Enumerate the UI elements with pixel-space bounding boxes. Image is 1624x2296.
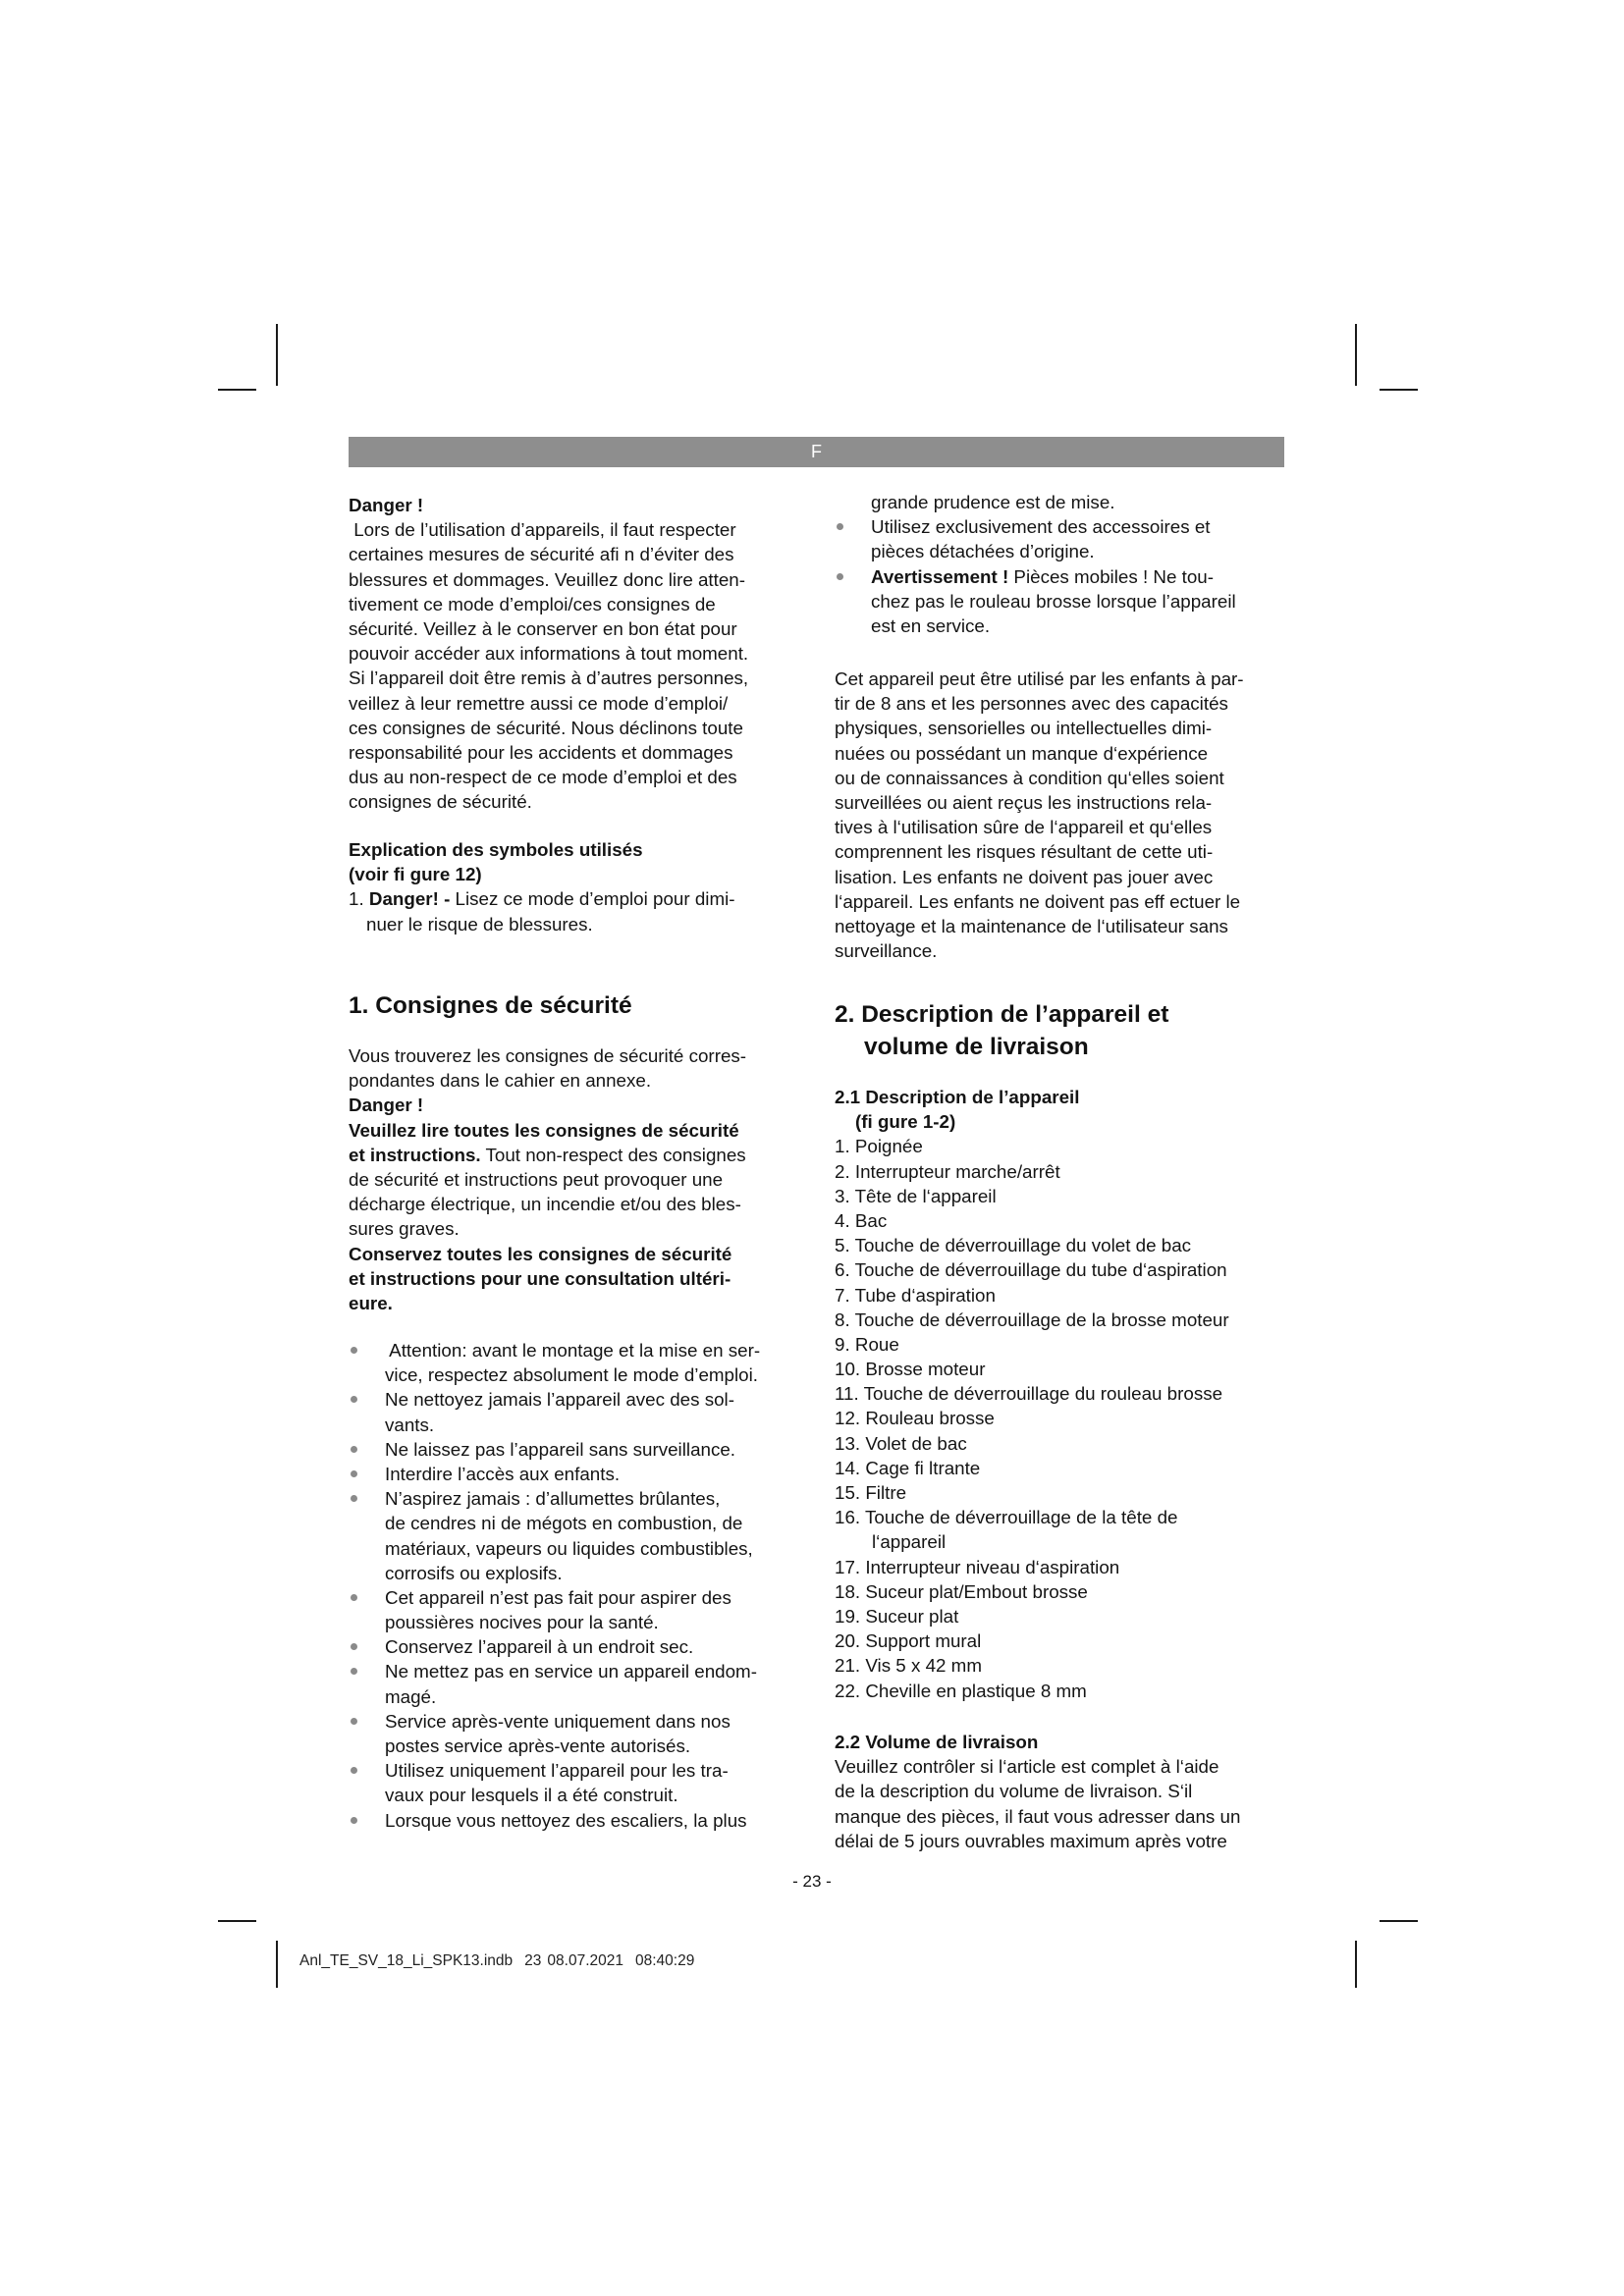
print-footer <box>299 1951 706 1971</box>
bullet-line <box>349 1734 810 1758</box>
plain-text: physiques, sensorielles ou intellectuelles dimi- <box>835 718 1213 739</box>
text-block <box>835 667 1296 963</box>
bullet-icon <box>837 573 843 580</box>
bullet-item <box>349 1462 810 1486</box>
plain-text: Ne nettoyez jamais l’appareil avec des sol- <box>385 1389 734 1411</box>
bullet-item <box>349 1634 810 1659</box>
plain-text: Poignée <box>854 1136 923 1157</box>
plain-text: vice, respectez absolument le mode d’emploi. <box>385 1364 758 1386</box>
bold-text: Veuillez lire toutes les consignes de sécurité <box>349 1119 739 1141</box>
text-line <box>349 1192 810 1216</box>
bullet-line <box>835 564 1296 589</box>
plain-text: poussières nocives pour la santé. <box>385 1612 659 1633</box>
bullet-line <box>349 1437 810 1462</box>
list-item-line <box>835 1679 1296 1703</box>
plain-text: Brosse moteur <box>865 1359 986 1380</box>
plain-text: de la description du volume de livraison. S‘il <box>835 1781 1193 1802</box>
text-line <box>835 1829 1296 1853</box>
text-line <box>835 839 1296 864</box>
plain-text: Tout non-respect des consignes <box>480 1144 746 1165</box>
list-item <box>835 1431 1296 1456</box>
plain-text: Conservez l’appareil à un endroit sec. <box>385 1636 694 1658</box>
item-number: 3. <box>835 1185 850 1206</box>
list-item-line <box>835 1529 1296 1554</box>
list-item-line <box>835 1555 1296 1579</box>
plain-text: Interdire l’accès aux enfants. <box>385 1463 621 1484</box>
plain-text: Lors de l’utilisation d’appareils, il faut respecter <box>349 519 736 541</box>
text-block <box>835 490 1296 638</box>
bold-text: Explication des symboles utilisés <box>349 839 643 860</box>
list-item <box>835 1308 1296 1332</box>
list-item-line <box>835 1134 1296 1158</box>
bold-text: (fi gure 1-2) <box>855 1111 956 1133</box>
plain-text: Cage fi ltrante <box>865 1457 981 1478</box>
bullet-line <box>349 1486 810 1511</box>
section-heading <box>835 998 1296 1063</box>
crop-mark <box>276 324 278 386</box>
item-number: 8. <box>835 1308 850 1330</box>
crop-mark <box>218 389 256 391</box>
list-item-line <box>835 1159 1296 1184</box>
plain-text: l‘appareil. Les enfants ne doivent pas eff ectuer le <box>835 890 1241 912</box>
item-number: 1. <box>349 888 364 910</box>
plain-text: de sécurité et instructions peut provoquer une <box>349 1168 724 1190</box>
plain-text: pondantes dans le cahier en annexe. <box>349 1070 652 1092</box>
bullet-icon <box>351 1446 357 1453</box>
right-column <box>835 0 1296 2296</box>
bullet-item <box>349 1808 810 1833</box>
plain-text: tivement ce mode d’emploi/ces consignes de <box>349 593 716 614</box>
bullet-line <box>349 1362 810 1387</box>
list-item-line <box>835 1208 1296 1233</box>
text-line <box>349 616 810 641</box>
text-block <box>349 1043 810 1315</box>
text-line <box>349 1043 810 1068</box>
list-item <box>835 1629 1296 1653</box>
list-item-line <box>349 912 810 936</box>
text-line <box>835 716 1296 740</box>
plain-text: de cendres ni de mégots en combustion, de <box>385 1513 743 1534</box>
footer-file-name: Anl_TE_SV_18_Li_SPK13.indb <box>299 1952 514 1969</box>
item-number: 20. <box>835 1630 861 1652</box>
bullet-line <box>349 1462 810 1486</box>
plain-text: Cheville en plastique 8 mm <box>865 1680 1087 1701</box>
list-item-line <box>835 1653 1296 1678</box>
list-item <box>835 1505 1296 1554</box>
continuation-line: grande prudence est de mise. <box>871 492 1115 512</box>
bullet-line <box>349 1758 810 1783</box>
bullet-icon <box>351 1817 357 1824</box>
text-line <box>349 592 810 616</box>
bullet-icon <box>351 1347 357 1354</box>
plain-text: Volet de bac <box>865 1432 967 1454</box>
list-item <box>835 1208 1296 1233</box>
text-line <box>835 766 1296 790</box>
bullet-line <box>349 1659 810 1683</box>
plain-text: sécurité. Veillez à le conserver en bon état pour <box>349 617 737 639</box>
bullet-line <box>349 1709 810 1734</box>
list-item <box>835 1159 1296 1184</box>
plain-text: Touche de déverrouillage de la tête de <box>865 1507 1178 1528</box>
bullet-line <box>349 1610 810 1634</box>
heading-line: volume de livraison <box>864 1034 1089 1060</box>
bullet-line <box>349 1387 810 1412</box>
text-line <box>835 1754 1296 1779</box>
bullet-line <box>349 1511 810 1535</box>
text-block <box>835 1730 1296 1853</box>
plain-text: Tête de l‘appareil <box>854 1185 997 1206</box>
plain-text: Service après-vente uniquement dans nos <box>385 1710 731 1732</box>
item-number: 17. <box>835 1556 861 1577</box>
text-block <box>349 493 810 814</box>
plain-text: décharge électrique, un incendie et/ou des bles- <box>349 1194 741 1215</box>
bullet-item <box>349 1758 810 1807</box>
plain-text: Touche de déverrouillage de la brosse moteur <box>854 1308 1229 1330</box>
list-item <box>835 1381 1296 1406</box>
text-block <box>349 837 810 936</box>
list-item-line <box>835 1233 1296 1257</box>
text-line <box>349 493 810 517</box>
text-line <box>349 641 810 666</box>
item-number: 13. <box>835 1432 861 1454</box>
plain-text: Suceur plat <box>865 1605 959 1627</box>
plain-text: Bac <box>854 1209 888 1231</box>
plain-text: Ne mettez pas en service un appareil endom- <box>385 1661 757 1682</box>
crop-mark <box>276 1941 278 1988</box>
list-item-line <box>835 1604 1296 1629</box>
text-line <box>835 667 1296 691</box>
plain-text: nuer le risque de blessures. <box>366 913 593 934</box>
list-item <box>349 886 810 935</box>
plain-text: surveillance. <box>835 940 938 962</box>
plain-text: corrosifs ou explosifs. <box>385 1562 563 1583</box>
plain-text: ces consignes de sécurité. Nous déclinons toute <box>349 717 743 738</box>
list-item-line <box>835 1629 1296 1653</box>
bullet-item <box>349 1585 810 1634</box>
bold-text: Danger ! <box>349 495 424 515</box>
item-number: 14. <box>835 1457 861 1478</box>
bold-text: et instructions pour une consultation ultéri- <box>349 1267 731 1289</box>
text-line <box>349 1216 810 1241</box>
plain-text: sures graves. <box>349 1218 460 1240</box>
plain-text: Touche de déverrouillage du volet de bac <box>854 1235 1192 1256</box>
bullet-line <box>835 589 1296 614</box>
list-item-line <box>835 1431 1296 1456</box>
text-line <box>349 517 810 542</box>
list-item <box>835 1579 1296 1604</box>
list-item-line <box>835 1579 1296 1604</box>
section-letter: F <box>811 442 822 461</box>
bullet-item <box>349 1659 810 1708</box>
list-item-line <box>835 1283 1296 1308</box>
bullet-item <box>349 1709 810 1758</box>
item-number: 22. <box>835 1680 861 1701</box>
plain-text: Veuillez contrôler si l‘article est complet à l‘aide <box>835 1756 1219 1778</box>
text-line <box>835 1085 1296 1109</box>
list-item <box>835 1555 1296 1579</box>
list-item <box>835 1679 1296 1703</box>
item-number: 5. <box>835 1235 850 1256</box>
plain-text: tir de 8 ans et les personnes avec des capacités <box>835 693 1228 715</box>
list-item <box>835 1653 1296 1678</box>
item-number: 15. <box>835 1482 861 1503</box>
text-block <box>349 989 810 1022</box>
plain-text: Utilisez exclusivement des accessoires et <box>871 516 1211 538</box>
bold-text: (voir fi gure 12) <box>349 864 482 885</box>
crop-mark <box>1355 324 1357 386</box>
bullet-line <box>835 614 1296 638</box>
plain-text: est en service. <box>871 614 991 636</box>
plain-text: Interrupteur marche/arrêt <box>854 1160 1060 1182</box>
plain-text: pièces détachées d’origine. <box>871 541 1095 562</box>
text-line <box>349 1068 810 1093</box>
plain-text: veillez à leur remettre aussi ce mode d’emploi/ <box>349 692 729 714</box>
list-item <box>835 1257 1296 1282</box>
bullet-icon <box>351 1470 357 1477</box>
text-line <box>835 790 1296 815</box>
text-line <box>349 1093 810 1117</box>
list-item-line <box>835 1257 1296 1282</box>
bullet-line <box>349 1783 810 1807</box>
footer-page: 23 <box>524 1952 542 1969</box>
plain-text: manque des pièces, il faut vous adresser dans un <box>835 1805 1241 1827</box>
item-number: 4. <box>835 1209 850 1231</box>
bold-text: Avertissement ! <box>871 565 1009 587</box>
list-item <box>835 1406 1296 1430</box>
crop-mark <box>1380 1920 1418 1922</box>
plain-text: Interrupteur niveau d‘aspiration <box>865 1556 1120 1577</box>
text-line <box>835 1109 1296 1134</box>
footer-date: 08.07.2021 <box>547 1952 623 1969</box>
list-item <box>835 1604 1296 1629</box>
page-number: - 23 - <box>792 1872 832 1891</box>
item-number: 12. <box>835 1408 861 1429</box>
text-line <box>349 1143 810 1167</box>
text-block <box>835 1085 1296 1703</box>
plain-text: Suceur plat/Embout brosse <box>865 1580 1088 1602</box>
plain-text: ou de connaissances à condition qu‘elles soient <box>835 767 1224 788</box>
plain-text: Cet appareil peut être utilisé par les enfants à par- <box>835 668 1244 689</box>
plain-text: Cet appareil n’est pas fait pour aspirer des <box>385 1586 731 1608</box>
bullet-line <box>349 1536 810 1561</box>
plain-text: Attention: avant le montage et la mise en ser- <box>385 1340 761 1361</box>
list-item <box>835 1357 1296 1381</box>
crop-mark <box>1380 389 1418 391</box>
text-line <box>349 1118 810 1143</box>
plain-text: Touche de déverrouillage du rouleau brosse <box>863 1383 1223 1405</box>
list-item-line <box>835 1480 1296 1505</box>
bullet-item <box>349 1387 810 1436</box>
plain-text: blessures et dommages. Veuillez donc lire atten- <box>349 568 746 590</box>
plain-text: Rouleau brosse <box>865 1408 995 1429</box>
text-line <box>349 765 810 789</box>
text-line <box>349 716 810 740</box>
bullet-line <box>349 1634 810 1659</box>
plain-text: matériaux, vapeurs ou liquides combustibles, <box>385 1537 753 1559</box>
bold-text: Danger ! <box>349 1095 424 1116</box>
bullet-line <box>835 539 1296 563</box>
plain-text: nuées ou possédant un manque d‘expérience <box>835 742 1209 764</box>
text-block <box>835 998 1296 1063</box>
text-line <box>835 815 1296 839</box>
plain-text: comprennent les risques résultant de cette uti- <box>835 841 1214 863</box>
item-number: 7. <box>835 1284 850 1306</box>
plain-text: chez pas le rouleau brosse lorsque l’appareil <box>871 590 1236 612</box>
list-item-line <box>835 1381 1296 1406</box>
plain-text: Filtre <box>865 1482 907 1503</box>
bullet-line <box>349 1413 810 1437</box>
plain-text: Support mural <box>865 1630 982 1652</box>
text-line <box>349 567 810 592</box>
item-number: 19. <box>835 1605 861 1627</box>
item-number: 18. <box>835 1580 861 1602</box>
text-line <box>835 865 1296 889</box>
text-line <box>349 1167 810 1192</box>
bullet-line <box>349 1684 810 1709</box>
item-number: 6. <box>835 1259 850 1281</box>
item-number: 1. <box>835 1136 850 1157</box>
plain-text: vaux pour lesquels il a été construit. <box>385 1785 678 1806</box>
bold-text: 2.2 Volume de livraison <box>835 1732 1039 1752</box>
list-item-line <box>835 1357 1296 1381</box>
list-item-line <box>835 1308 1296 1332</box>
plain-text: certaines mesures de sécurité afi n d’éviter des <box>349 544 734 565</box>
text-line <box>349 837 810 862</box>
plain-text: postes service après-vente autorisés. <box>385 1735 691 1756</box>
item-number: 16. <box>835 1507 861 1528</box>
plain-text: responsabilité pour les accidents et dommages <box>349 741 733 763</box>
plain-text: délai de 5 jours ouvrables maximum après votre <box>835 1830 1227 1851</box>
bold-text: eure. <box>349 1292 393 1313</box>
bullet-item <box>835 564 1296 639</box>
list-item <box>835 1480 1296 1505</box>
crop-mark <box>218 1920 256 1922</box>
bullet-line <box>349 1561 810 1585</box>
plain-text: l‘appareil <box>872 1531 947 1553</box>
text-line <box>835 691 1296 716</box>
text-line <box>835 1779 1296 1803</box>
plain-text: Tube d‘aspiration <box>854 1284 996 1306</box>
plain-text: Lisez ce mode d’emploi pour dimi- <box>450 888 735 910</box>
list-item-line <box>835 1456 1296 1480</box>
plain-text: Vis 5 x 42 mm <box>865 1655 982 1677</box>
plain-text: pouvoir accéder aux informations à tout moment. <box>349 643 749 665</box>
crop-mark <box>1355 1941 1357 1988</box>
plain-text: Pièces mobiles ! Ne tou- <box>1008 565 1214 587</box>
item-number: 11. <box>835 1383 859 1405</box>
bullet-item <box>349 1437 810 1462</box>
plain-text: tives à l‘utilisation sûre de l‘appareil et qu‘elles <box>835 817 1213 838</box>
section-heading <box>349 989 810 1022</box>
text-line <box>835 914 1296 938</box>
bold-text: Danger! - <box>368 888 451 910</box>
item-number: 9. <box>835 1333 850 1355</box>
item-number: 2. <box>835 1160 850 1182</box>
bullet-item <box>835 514 1296 563</box>
bullet-icon <box>351 1718 357 1725</box>
plain-text: consignes de sécurité. <box>349 791 532 813</box>
bullet-line <box>835 514 1296 539</box>
item-number: 10. <box>835 1359 861 1380</box>
list-item <box>835 1283 1296 1308</box>
plain-text: Touche de déverrouillage du tube d‘aspiration <box>854 1259 1227 1281</box>
text-block <box>349 1338 810 1833</box>
text-line <box>835 1730 1296 1754</box>
plain-text: Utilisez uniquement l’appareil pour les tra- <box>385 1760 729 1782</box>
item-number: 21. <box>835 1655 861 1677</box>
bold-text: 2.1 Description de l’appareil <box>835 1087 1080 1107</box>
text-line <box>349 1291 810 1315</box>
plain-text: vants. <box>385 1414 435 1435</box>
bullet-icon <box>351 1594 357 1601</box>
plain-text: dus au non-respect de ce mode d’emploi et des <box>349 767 737 788</box>
text-line <box>349 789 810 814</box>
plain-text: surveillées ou aient reçus les instructions rela- <box>835 791 1213 813</box>
bullet-line <box>349 1585 810 1610</box>
list-item-line <box>835 1332 1296 1357</box>
plain-text: Si l’appareil doit être remis à d’autres personnes, <box>349 667 749 689</box>
bold-text: et instructions. <box>349 1144 481 1165</box>
plain-text: N’aspirez jamais : d’allumettes brûlantes, <box>385 1488 721 1510</box>
plain-text: Ne laissez pas l’appareil sans surveillance. <box>385 1438 736 1460</box>
list-item <box>835 1134 1296 1158</box>
text-line <box>349 740 810 765</box>
text-line <box>349 542 810 566</box>
list-item <box>835 1332 1296 1357</box>
plain-text: nettoyage et la maintenance de l‘utilisateur sans <box>835 915 1228 936</box>
list-item-line <box>835 1184 1296 1208</box>
list-item-line <box>835 1505 1296 1529</box>
text-line <box>349 1242 810 1266</box>
bullet-item <box>349 1338 810 1387</box>
bullet-line <box>349 1808 810 1833</box>
heading-line: 2. Description de l’appareil et <box>835 1001 1169 1028</box>
text-line <box>835 938 1296 963</box>
text-line <box>835 889 1296 914</box>
text-line <box>349 1266 810 1291</box>
text-line <box>349 666 810 690</box>
text-line <box>349 691 810 716</box>
list-item <box>835 1456 1296 1480</box>
plain-text: Lorsque vous nettoyez des escaliers, la plus <box>385 1809 747 1831</box>
bullet-line <box>349 1338 810 1362</box>
heading-line: 1. Consignes de sécurité <box>349 992 632 1019</box>
plain-text: Vous trouverez les consignes de sécurité corres- <box>349 1045 747 1066</box>
plain-text: Roue <box>854 1333 899 1355</box>
bold-text: Conservez toutes les consignes de sécurité <box>349 1243 732 1264</box>
list-item <box>835 1184 1296 1208</box>
list-item-line <box>349 886 810 911</box>
list-item-line <box>835 1406 1296 1430</box>
text-line <box>349 862 810 886</box>
footer-time: 08:40:29 <box>635 1952 695 1969</box>
plain-text: magé. <box>385 1685 437 1707</box>
text-line <box>835 1804 1296 1829</box>
list-item <box>835 1233 1296 1257</box>
plain-text: lisation. Les enfants ne doivent pas jouer avec <box>835 866 1214 887</box>
text-line <box>835 741 1296 766</box>
bullet-item <box>349 1486 810 1585</box>
